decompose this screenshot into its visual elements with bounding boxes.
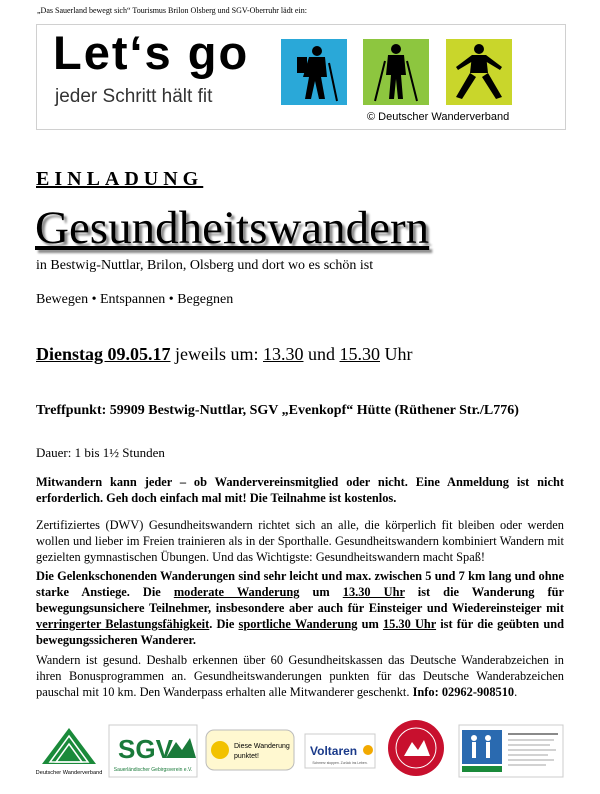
sporty-walk: sportliche Wanderung (238, 617, 358, 631)
reduced-capacity: verringerter Belastungsfähigkeit (36, 617, 210, 631)
exercise-panel (446, 39, 512, 105)
walks-text-5: um (357, 617, 383, 631)
walks-text-6: ist für die geübten und bewegungssicheren Wanderer. (36, 617, 564, 647)
walks-text-2: um (299, 585, 343, 599)
sauerland-badge (386, 718, 446, 778)
health-text: Wandern ist gesund. Deshalb erkennen über 60 Gesundheitskassen das Deutsche Wanderabzeichen in ihren Bonusprogrammen an. Gesundheitswanderungen punkten für das Deutsche Wanderabzeichen pauschal mit 10 km. Den Wanderpass erhalten alle Mitwanderer geschenkt. (36, 653, 564, 699)
banner-credit: © Deutscher Wanderverband (367, 111, 510, 123)
walking-guide-card (458, 724, 564, 778)
date-text: jeweils um: (170, 344, 263, 364)
event-date: Dienstag 09.05.17 (36, 344, 171, 364)
time-first: 13.30 (263, 344, 304, 364)
dwv-logo-text: Deutscher Wanderverband (36, 770, 102, 776)
duration: Dauer: 1 bis 1½ Stunden (36, 445, 165, 460)
date-line (36, 344, 413, 365)
slogan: Bewegen • Entspannen • Begegnen (36, 292, 234, 307)
header-note: „Das Sauerland bewegt sich“ Tourismus Brilon Olsberg und SGV-Oberruhr lädt ein: (37, 6, 307, 15)
tagline: in Bestwig-Nuttlar, Brilon, Olsberg und dort wo es schön ist (36, 258, 374, 273)
sgv-logo-small: Sauerländischer Gebirgsverein e.V. (113, 767, 193, 773)
description-paragraph: Zertifiziertes (DWV) Gesundheitswandern richtet sich an alle, die körperlich fit bleiben oder werden wollen und lieber im Freien trainieren als in der Sporthalle. Gesundheitswandern kombiniert Wandern mit gezielten gymnastischen Übungen. Und das Wichtigste: Gesundheitswandern macht Spaß! (36, 518, 564, 564)
walks-paragraph (36, 568, 564, 648)
banner-subtitle: jeder Schritt hält fit (55, 86, 213, 107)
sgv-logo (108, 724, 198, 778)
date-suffix: Uhr (380, 344, 413, 364)
hiker-silhouette-icon (281, 39, 347, 105)
nordic-walker-silhouette-icon (363, 39, 429, 105)
info-phone: Info: 02962-908510 (412, 685, 515, 699)
walker-panel (363, 39, 429, 105)
health-paragraph (36, 652, 564, 700)
punktet-badge-line2: punktet! (234, 753, 259, 760)
lets-go-banner (36, 24, 566, 130)
punktet-badge-line1: Diese Wanderung (234, 743, 290, 750)
health-end: . (514, 685, 518, 699)
invitation-label: EINLADUNG (36, 168, 204, 190)
voltaren-logo (304, 724, 376, 778)
meeting-point: Treffpunkt: 59909 Bestwig-Nuttlar, SGV „Evenkopf“ Hütte (Rüthener Str./L776) (36, 403, 519, 418)
walks-text-4: . Die (209, 617, 239, 631)
voltaren-logo-text: Voltaren (310, 744, 358, 758)
date-and: und (303, 344, 340, 364)
dwv-logo (36, 724, 102, 778)
voltaren-logo-tag: Schmerz stoppen. Zurück ins Leben. (312, 761, 368, 765)
punktet-badge (204, 724, 296, 778)
exercise-silhouette-icon (446, 39, 512, 105)
sgv-logo-big: SGV (118, 734, 173, 764)
walks-text-3: ist die Wanderung für bewegungsunsichere Teilnehmer, insbesondere aber auch für Einsteiger und Wiedereinsteiger mit (36, 585, 564, 615)
time-second: 15.30 (339, 344, 380, 364)
sporty-walk-time: 15.30 Uhr (382, 617, 437, 631)
moderate-walk-time: 13.30 Uhr (342, 585, 405, 599)
hiker-panel (281, 39, 347, 105)
moderate-walk-link: moderate Wanderung (173, 585, 300, 599)
walks-text-1: Die Gelenkschonenden Wanderungen sind sehr leicht und max. zwischen 5 und 7 km lang und ohne starke Anstiege. Die (36, 569, 564, 599)
participation-paragraph: Mitwandern kann jeder – ob Wandervereinsmitglied oder nicht. Eine Anmeldung ist nicht erforderlich. Geh doch einfach mal mit! Die Teilnahme ist kostenlos. (36, 475, 564, 505)
banner-title: Let‘s go (53, 26, 250, 79)
page-title: Gesundheitswandern (35, 202, 430, 254)
